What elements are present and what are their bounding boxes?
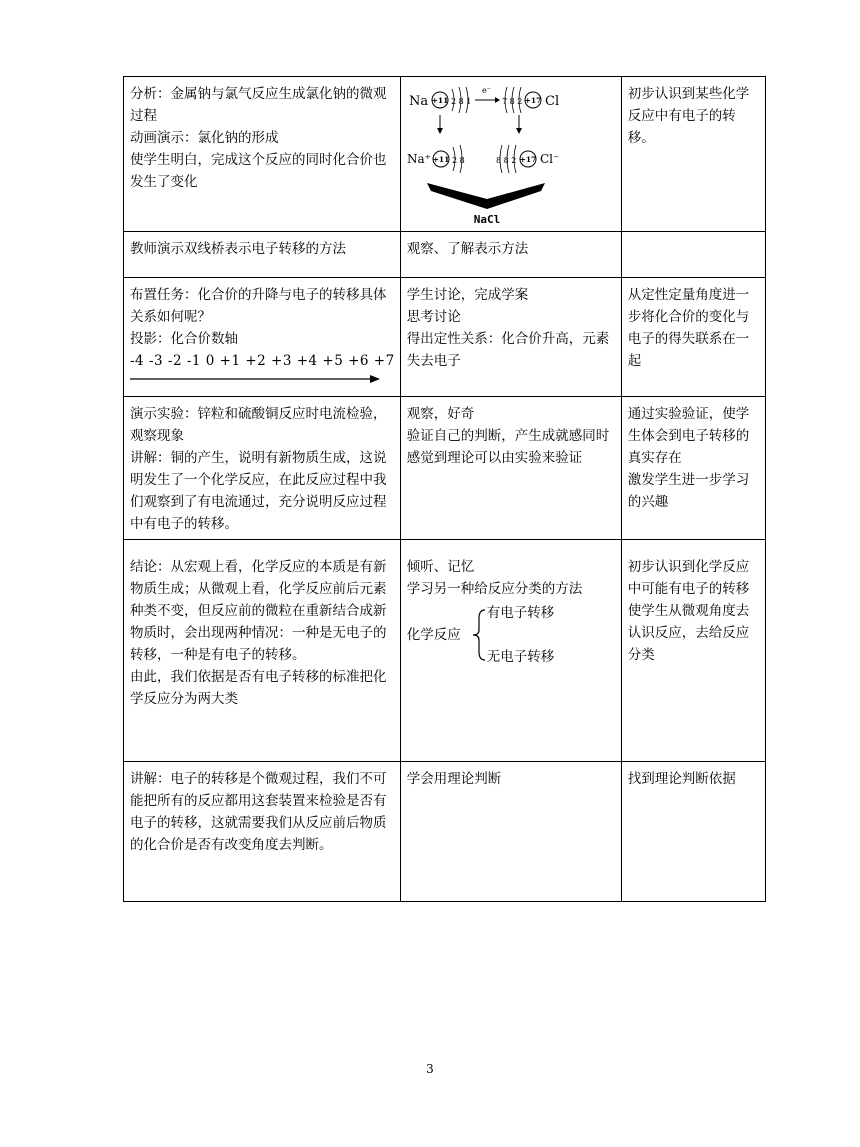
left-brace-icon <box>469 602 487 668</box>
cl-nucleus-charge: +17 <box>524 96 542 105</box>
cl-symbol: Cl <box>544 94 559 109</box>
na-ion-symbol: Na⁺ <box>406 152 431 166</box>
table-row <box>124 77 766 232</box>
text-line: 初步认识到化学反应中可能有电子的转移 <box>627 559 750 597</box>
table-row <box>124 278 766 397</box>
transfer-arrow-head <box>495 97 500 103</box>
lesson-table <box>123 76 766 902</box>
text-line: 结论：从宏观上看，化学反应的本质是有新物质生成；从微观上看，化学反应前后元素种类不变，但反应前的微粒在重新结合成新物质时，会出现两种情况：一种是无电子的转移，一种是有电子的转移。 <box>130 559 387 663</box>
teacher-activity-cell <box>124 77 401 232</box>
student-activity-cell <box>400 232 621 278</box>
text-line: 从定性定量角度进一步将化合价的变化与电子的得失联系在一起 <box>627 287 750 369</box>
cl-down-arrow-head <box>516 128 522 134</box>
student-activity-cell <box>400 540 621 762</box>
teacher-activity-cell <box>124 232 401 278</box>
nacl-product: NaCl <box>473 213 500 223</box>
combine-chevron <box>427 183 545 209</box>
brace-label: 化学反应 <box>406 627 461 643</box>
text-line: 投影：化合价数轴 <box>130 331 238 347</box>
teacher-activity-cell <box>124 540 401 762</box>
teacher-activity-cell <box>124 278 401 397</box>
student-activity-cell <box>400 278 621 397</box>
student-activity-cell <box>400 397 621 540</box>
page-number: 3 <box>426 1062 434 1076</box>
cl-ion-symbol: Cl⁻ <box>539 152 560 166</box>
text-line: 布置任务：化合价的升降与电子的转移具体关系如何呢？ <box>130 287 387 325</box>
cl-ion-shell-electrons: 8 8 2 <box>495 156 517 165</box>
na-ion-nucleus-charge: +11 <box>432 155 450 164</box>
electron-label: e⁻ <box>481 86 491 95</box>
text-line: 验证自己的判断，产生成就感同时感觉到理论可以由实验来验证 <box>406 428 610 466</box>
text-line: 演示实验：锌粒和硫酸铜反应时电流检验，观察现象 <box>130 406 387 444</box>
na-down-arrow-head <box>437 128 443 134</box>
text-line: 思考讨论 <box>406 309 461 325</box>
nacl-formation-diagram-cell <box>400 77 621 232</box>
purpose-cell <box>621 232 765 278</box>
text-line: 观察，好奇 <box>406 406 475 422</box>
teacher-activity-cell <box>124 397 401 540</box>
na-nucleus-charge: +11 <box>431 96 449 105</box>
cl-shell-electrons: 7 8 2 <box>501 97 523 106</box>
text-line: 激发学生进一步学习的兴趣 <box>627 472 750 510</box>
nacl-formation-diagram <box>407 83 597 223</box>
purpose-cell <box>621 77 765 232</box>
table-row <box>124 540 766 762</box>
na-ion-shell-electrons: 2 8 <box>451 156 465 165</box>
text-line: 讲解：铜的产生，说明有新物质生成，这说明发生了一个化学反应，在此反应过程中我们观察到了有电流通过，充分说明反应过程中有电子的转移。 <box>130 450 387 532</box>
text-line: 分析：金属钠与氯气反应生成氯化钠的微观过程 <box>130 86 387 124</box>
text-line: 使学生明白，完成这个反应的同时化合价也发生了变化 <box>130 152 387 190</box>
text-line: 教师演示双线桥表示电子转移的方法 <box>130 241 346 257</box>
text-line: 学习另一种给反应分类的方法 <box>406 581 583 597</box>
purpose-cell <box>621 278 765 397</box>
text-line: 学生讨论，完成学案 <box>406 287 529 303</box>
brace-option-top: 有电子转移 <box>486 605 555 621</box>
teacher-activity-cell <box>124 762 401 902</box>
text-line: 由此，我们依据是否有电子转移的标准把化学反应分为两大类 <box>130 669 387 707</box>
student-activity-cell <box>400 762 621 902</box>
table-row <box>124 762 766 902</box>
purpose-cell <box>621 540 765 762</box>
valence-axis-labels: -4 -3 -2 -1 0 +1 +2 +3 +4 +5 +6 +7 <box>130 353 395 369</box>
text-line: 使学生从微观角度去认识反应，去给反应分类 <box>627 603 750 663</box>
cl-ion-nucleus-charge: +17 <box>519 155 537 164</box>
brace-option-bottom: 无电子转移 <box>486 649 555 665</box>
text-line: 通过实验验证，使学生体会到电子转移的真实存在 <box>627 406 750 466</box>
na-shell-electrons: 2 8 1 <box>450 97 472 106</box>
table-row <box>124 397 766 540</box>
text-line: 得出定性关系：化合价升高，元素失去电子 <box>406 331 610 369</box>
text-line: 讲解：电子的转移是个微观过程，我们不可能把所有的反应都用这套装置来检验是否有电子的转移，这就需要我们从反应前后物质的化合价是否有改变角度去判断。 <box>130 771 387 853</box>
text-line: 倾听、记忆 <box>406 559 475 575</box>
table-row <box>124 232 766 278</box>
text-line: 找到理论判断依据 <box>627 771 736 787</box>
purpose-cell <box>621 762 765 902</box>
valence-axis-arrow <box>130 374 380 384</box>
text-line: 学会用理论判断 <box>406 771 502 787</box>
text-line: 观察、了解表示方法 <box>406 241 529 257</box>
text-line: 初步认识到某些化学反应中有电子的转移。 <box>627 86 750 146</box>
purpose-cell <box>621 397 765 540</box>
na-symbol: Na <box>408 94 428 109</box>
reaction-classification <box>407 602 616 668</box>
text-line: 动画演示：氯化钠的形成 <box>130 130 279 146</box>
